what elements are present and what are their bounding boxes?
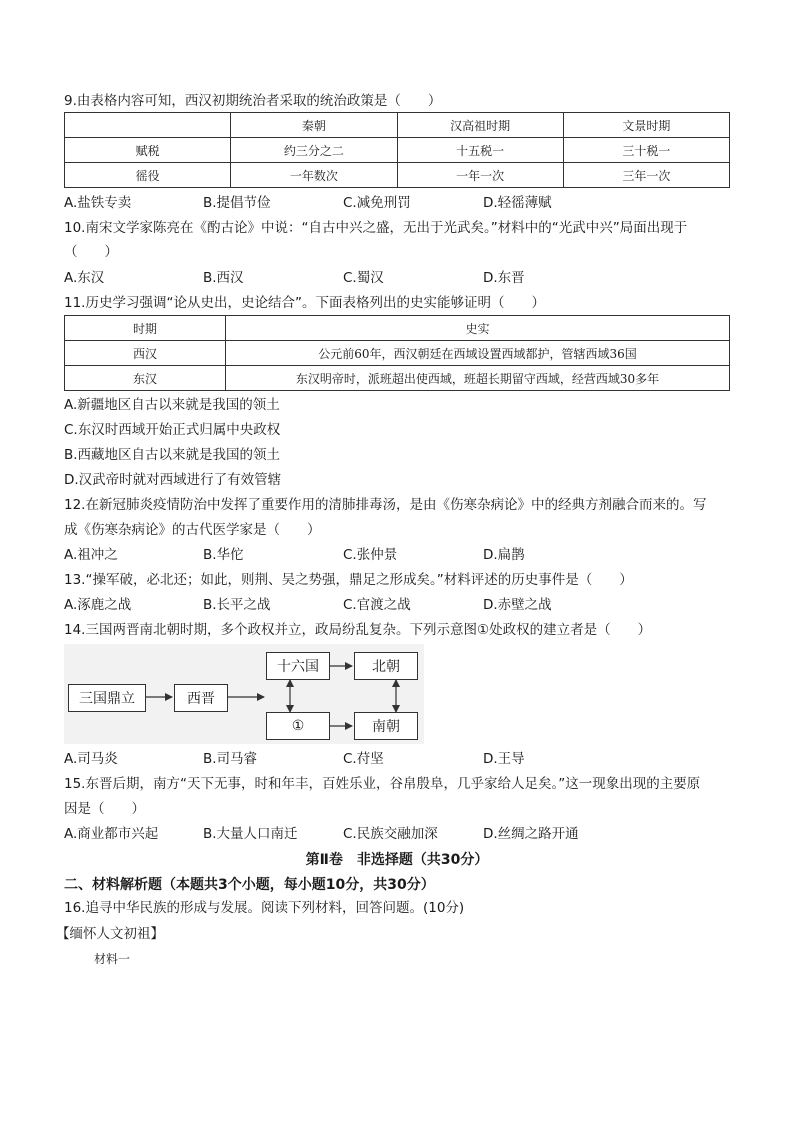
table-cell: 徭役 [65,163,231,188]
q11-option-a[interactable]: A.新疆地区自古以来就是我国的领土 [64,397,280,413]
table-cell: 约三分之二 [231,138,397,163]
diagram-box-unknown: ① [266,712,330,740]
table-header-row [65,113,730,138]
q9-option-d[interactable]: D.轻徭薄赋 [483,195,552,211]
q12-stem-cont: 成《伤寒杂病论》的古代医学家是（ ） [64,522,321,538]
table-cell: 赋税 [65,138,231,163]
table-cell: 东汉明帝时，派班超出使西域，班超长期留守西域，经营西域30多年 [226,366,730,391]
diagram-box-nanchao: 南朝 [354,712,418,740]
q16-stem: 16.追寻中华民族的形成与发展。阅读下列材料，回答问题。(10分) [64,900,465,916]
diagram-box-sanguo: 三国鼎立 [68,684,146,712]
q9-option-b[interactable]: B.提倡节俭 [203,195,271,211]
q12-stem: 12.在新冠肺炎疫情防治中发挥了重要作用的清肺排毒汤，是由《伤寒杂病论》中的经典方剂融合而来的。写 [64,497,707,513]
q10-option-b[interactable]: B.西汉 [203,270,244,286]
q15-stem-cont: 因是（ ） [64,801,145,817]
table-row [65,341,730,366]
q11-option-c[interactable]: C.东汉时西域开始正式归属中央政权 [64,422,281,438]
table-cell: 公元前60年，西汉朝廷在西域设置西域都护，管辖西域36国 [226,341,730,366]
q9-option-c[interactable]: C.减免刑罚 [343,195,411,211]
q10-option-a[interactable]: A.东汉 [64,270,105,286]
q9-option-a[interactable]: A.盐铁专卖 [64,195,132,211]
q11-stem: 11.历史学习强调“论从史出，史论结合”。下面表格列出的史实能够证明（ ） [64,295,545,311]
table-cell: 东汉 [65,366,226,391]
table-row [65,366,730,391]
q13-option-a[interactable]: A.涿鹿之战 [64,597,132,613]
diagram-box-beichao: 北朝 [354,652,418,680]
table-header-row [65,316,730,341]
table-cell: 十五税一 [397,138,563,163]
q11-table [64,315,730,391]
table-cell: 时期 [65,316,226,341]
q14-stem: 14.三国两晋南北朝时期，多个政权并立，政局纷乱复杂。下列示意图①处政权的建立者是（ ） [64,622,652,638]
sub-heading: 【缅怀人文初祖】 [56,926,164,942]
q9-stem: 9.由表格内容可知，西汉初期统治者采取的统治政策是（ ） [64,93,442,109]
section-heading: 二、材料解析题（本题共3个小题，每小题10分，共30分） [64,877,435,893]
diagram-box-shiliuguo: 十六国 [266,652,330,680]
q15-option-a[interactable]: A.商业都市兴起 [64,826,159,842]
table-cell: 三十税一 [563,138,729,163]
q14-option-a[interactable]: A.司马炎 [64,751,118,767]
q15-option-c[interactable]: C.民族交融加深 [343,826,438,842]
table-row [65,138,730,163]
table-cell: 史实 [226,316,730,341]
table-cell: 一年一次 [397,163,563,188]
material-label: 材料一 [94,952,131,966]
q15-option-b[interactable]: B.大量人口南迁 [203,826,298,842]
q13-option-d[interactable]: D.赤壁之战 [483,597,552,613]
table-cell [65,113,231,138]
diagram-box-xijin: 西晋 [174,684,228,712]
q11-option-b[interactable]: B.西藏地区自古以来就是我国的领土 [64,447,281,463]
q11-option-d[interactable]: D.汉武帝时就对西域进行了有效管辖 [64,472,282,488]
q14-option-d[interactable]: D.王导 [483,751,525,767]
q14-option-b[interactable]: B.司马睿 [203,751,258,767]
q14-option-c[interactable]: C.苻坚 [343,751,384,767]
table-cell: 一年数次 [231,163,397,188]
q15-option-d[interactable]: D.丝绸之路开通 [483,826,579,842]
table-row [65,163,730,188]
q12-option-d[interactable]: D.扁鹊 [483,547,525,563]
q13-stem: 13.“操军破，必北还；如此，则荆、吴之势强，鼎足之形成矣。”材料评述的历史事件是（ ） [64,572,633,588]
table-cell: 三年一次 [563,163,729,188]
q13-option-c[interactable]: C.官渡之战 [343,597,411,613]
q13-option-b[interactable]: B.长平之战 [203,597,271,613]
q10-stem-cont: （ ） [64,244,118,260]
q9-table [64,112,730,188]
q12-option-b[interactable]: B.华佗 [203,547,244,563]
table-cell: 秦朝 [231,113,397,138]
q12-option-a[interactable]: A.祖冲之 [64,547,118,563]
table-cell: 汉高祖时期 [397,113,563,138]
q10-stem: 10.南宋文学家陈亮在《酌古论》中说：“自古中兴之盛，无出于光武矣。”材料中的“光武中兴”局面出现于 [64,220,688,236]
q10-option-c[interactable]: C.蜀汉 [343,270,384,286]
q15-stem: 15.东晋后期，南方“天下无事，时和年丰，百姓乐业，谷帛殷阜，几乎家给人足矣。”这一现象出现的主要原 [64,776,701,792]
part2-title: 第Ⅱ卷 非选择题（共30分） [305,852,489,868]
table-cell: 西汉 [65,341,226,366]
q10-option-d[interactable]: D.东晋 [483,270,525,286]
table-cell: 文景时期 [563,113,729,138]
q12-option-c[interactable]: C.张仲景 [343,547,398,563]
